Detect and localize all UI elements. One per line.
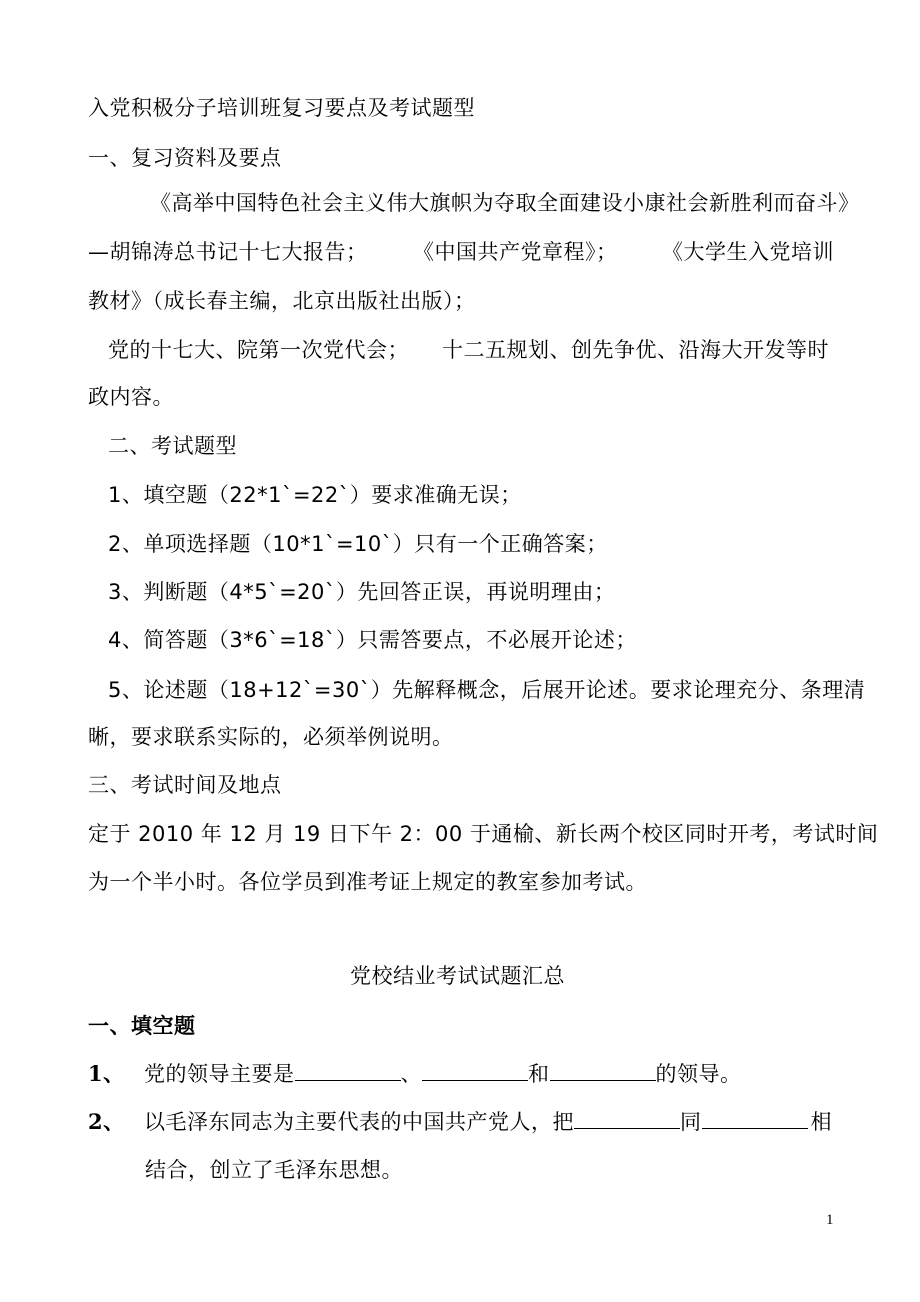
question-2-text: 以毛泽东同志为主要代表的中国共产党人，把 — [144, 1110, 574, 1134]
exam-type-item-1: 1、填空题（22*1`=22`）要求准确无误； — [108, 483, 522, 507]
section1-heading: 一、复习资料及要点 — [88, 146, 282, 170]
question-2-number: 2、 — [88, 1109, 125, 1134]
section1-p2-line1 — [108, 336, 836, 364]
answer-blank — [550, 1060, 656, 1081]
textbook-ref: 《大学生入党培训 — [662, 240, 834, 264]
answer-blank — [295, 1060, 401, 1081]
policy-ref: 十二五规划、创先争优、沿海大开发等时 — [442, 338, 829, 362]
charter-ref: 《中国共产党章程》； — [413, 240, 618, 264]
doc-title: 入党积极分子培训班复习要点及考试题型 — [88, 96, 475, 120]
exam-type-item-2: 2、单项选择题（10*1`=10`）只有一个正确答案； — [108, 532, 608, 556]
question-1-text: 党的领导主要是 — [144, 1062, 295, 1086]
section2-heading: 二、考试题型 — [108, 434, 237, 458]
question-1-sep1: 、 — [400, 1062, 422, 1086]
question-2-sep1: 同 — [680, 1110, 702, 1134]
section3-line2: 为一个半小时。各位学员到准考证上规定的教室参加考试。 — [88, 870, 647, 894]
summary-heading: 一、填空题 — [88, 1014, 196, 1038]
exam-type-item-3: 3、判断题（4*5`=20`）先回答正误，再说明理由； — [108, 580, 616, 604]
answer-blank — [702, 1108, 808, 1129]
section1-p1-line2 — [88, 238, 834, 266]
question-2-cont: 结合，创立了毛泽东思想。 — [145, 1158, 403, 1182]
report-ref: —胡锦涛总书记十七大报告； — [88, 240, 368, 264]
section1-p1-line1: 《高举中国特色社会主义伟大旗帜为夺取全面建设小康社会新胜利而奋斗》 — [150, 191, 860, 215]
section1-p1-line3: 教材》（成长春主编，北京出版社出版）； — [88, 289, 476, 313]
exam-type-item-4: 4、简答题（3*6`=18`）只需答要点，不必展开论述； — [108, 628, 637, 652]
question-1-end: 的领导。 — [655, 1062, 742, 1086]
question-1 — [88, 1060, 742, 1088]
section1-p2-line2: 政内容。 — [88, 385, 174, 409]
question-1-sep2: 和 — [528, 1062, 550, 1086]
question-2-end: 相 — [810, 1110, 832, 1134]
answer-blank — [574, 1108, 680, 1129]
congress-ref: 党的十七大、院第一次党代会； — [108, 338, 409, 362]
page-number: 1 — [826, 1212, 834, 1228]
answer-blank — [422, 1060, 528, 1081]
exam-type-item-5-cont: 晰，要求联系实际的，必须举例说明。 — [88, 725, 454, 749]
question-2 — [88, 1108, 832, 1136]
summary-title: 党校结业考试试题汇总 — [350, 964, 565, 988]
question-1-number: 1、 — [88, 1061, 125, 1086]
section3-line1: 定于 2010 年 12 月 19 日下午 2：00 于通榆、新长两个校区同时开考，考试时间 — [88, 822, 879, 846]
section3-heading: 三、考试时间及地点 — [88, 773, 282, 797]
exam-type-item-5: 5、论述题（18+12`=30`）先解释概念，后展开论述。要求论理充分、条理清 — [108, 678, 866, 702]
